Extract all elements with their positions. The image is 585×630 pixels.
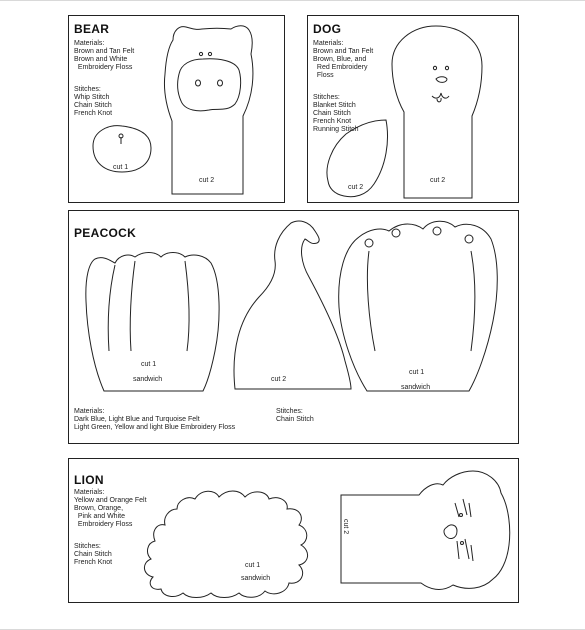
lion-materials: Materials: Yellow and Orange Felt Brown, Orange, Pink and White Embroidery Floss: [74, 489, 147, 528]
lion-body-cut-label: cut 2: [342, 519, 349, 535]
dog-stitches: Stitches: Blanket Stitch Chain Stitch French Knot Running Stitch: [313, 94, 359, 133]
lion-pattern-shapes: [69, 459, 518, 602]
dog-pattern-shapes: [308, 16, 518, 202]
peacock-panel: [68, 210, 519, 444]
peacock-eye-4: [465, 235, 473, 243]
bear-panel: [68, 15, 285, 203]
lion-whisker-5: [457, 541, 459, 559]
lion-mane-outline: [144, 491, 307, 598]
bear-nose-right: [218, 80, 223, 86]
bear-snout-outline: [178, 59, 241, 111]
dog-cut-body-label: cut 2: [430, 177, 446, 184]
peacock-materials: Materials: Dark Blue, Light Blue and Turquoise Felt Light Green, Yellow and light Blue Embroidery Floss: [74, 408, 236, 431]
top-divider: [0, 0, 585, 1]
bear-nose-left: [196, 80, 201, 86]
lion-eye-bottom: [461, 542, 464, 545]
peacock-left-tail-outline: [86, 253, 219, 392]
bear-eye-right: [208, 52, 211, 55]
lion-whisker-3: [469, 503, 471, 517]
peacock-right-tail-line-1: [367, 251, 375, 351]
bear-pattern-shapes: [69, 16, 284, 202]
peacock-middle-cut-label: cut 2: [271, 376, 287, 383]
bear-stitches: Stitches: Whip Stitch Chain Stitch French Knot: [74, 86, 113, 117]
lion-nose: [444, 525, 457, 539]
dog-nose: [436, 77, 447, 83]
lion-stitches: Stitches: Chain Stitch French Knot: [74, 543, 113, 566]
lion-eye-top: [460, 514, 463, 517]
dog-eye-right: [445, 66, 448, 70]
peacock-left-tail-line-1: [108, 265, 115, 351]
bear-title: BEAR: [74, 22, 110, 36]
peacock-left-tail-line-3: [185, 261, 189, 351]
peacock-eye-1: [365, 239, 373, 247]
bear-eye-left: [199, 52, 202, 55]
peacock-right-tail-line-2: [471, 251, 475, 351]
bear-materials: Materials: Brown and Tan Felt Brown and White Embroidery Floss: [74, 40, 135, 71]
lion-whisker-4: [465, 539, 469, 559]
lion-whisker-6: [471, 545, 473, 561]
peacock-left-note-label: sandwich: [133, 376, 163, 383]
dog-materials: Materials: Brown and Tan Felt Brown, Blue, and Red Embroidery Floss: [313, 40, 374, 79]
dog-tongue: [437, 98, 441, 102]
lion-mane-note-label: sandwich: [241, 575, 271, 582]
dog-cut-ear-label: cut 2: [348, 184, 364, 191]
bear-cut-small-label: cut 1: [113, 164, 129, 171]
lion-whisker-1: [463, 499, 467, 515]
dog-mouth: [432, 93, 449, 98]
peacock-eye-3: [433, 227, 441, 235]
lion-whisker-2: [455, 503, 459, 517]
peacock-right-cut-label: cut 1: [409, 369, 425, 376]
peacock-title: PEACOCK: [74, 226, 137, 240]
peacock-right-tail-outline: [339, 221, 498, 391]
dog-title: DOG: [313, 22, 342, 36]
dog-eye-left: [433, 66, 436, 70]
peacock-eye-2: [392, 229, 400, 237]
dog-body-outline: [392, 26, 482, 198]
peacock-stitches: Stitches: Chain Stitch: [276, 408, 314, 423]
peacock-left-tail-line-2: [130, 261, 135, 351]
peacock-left-cut-label: cut 1: [141, 361, 157, 368]
dog-panel: [307, 15, 519, 203]
lion-body-outline: [341, 471, 510, 589]
lion-title: LION: [74, 473, 104, 487]
bear-cut-body-label: cut 2: [199, 177, 215, 184]
peacock-right-note-label: sandwich: [401, 384, 431, 391]
lion-panel: [68, 458, 519, 603]
peacock-body-outline: [234, 221, 351, 389]
lion-mane-cut-label: cut 1: [245, 562, 261, 569]
